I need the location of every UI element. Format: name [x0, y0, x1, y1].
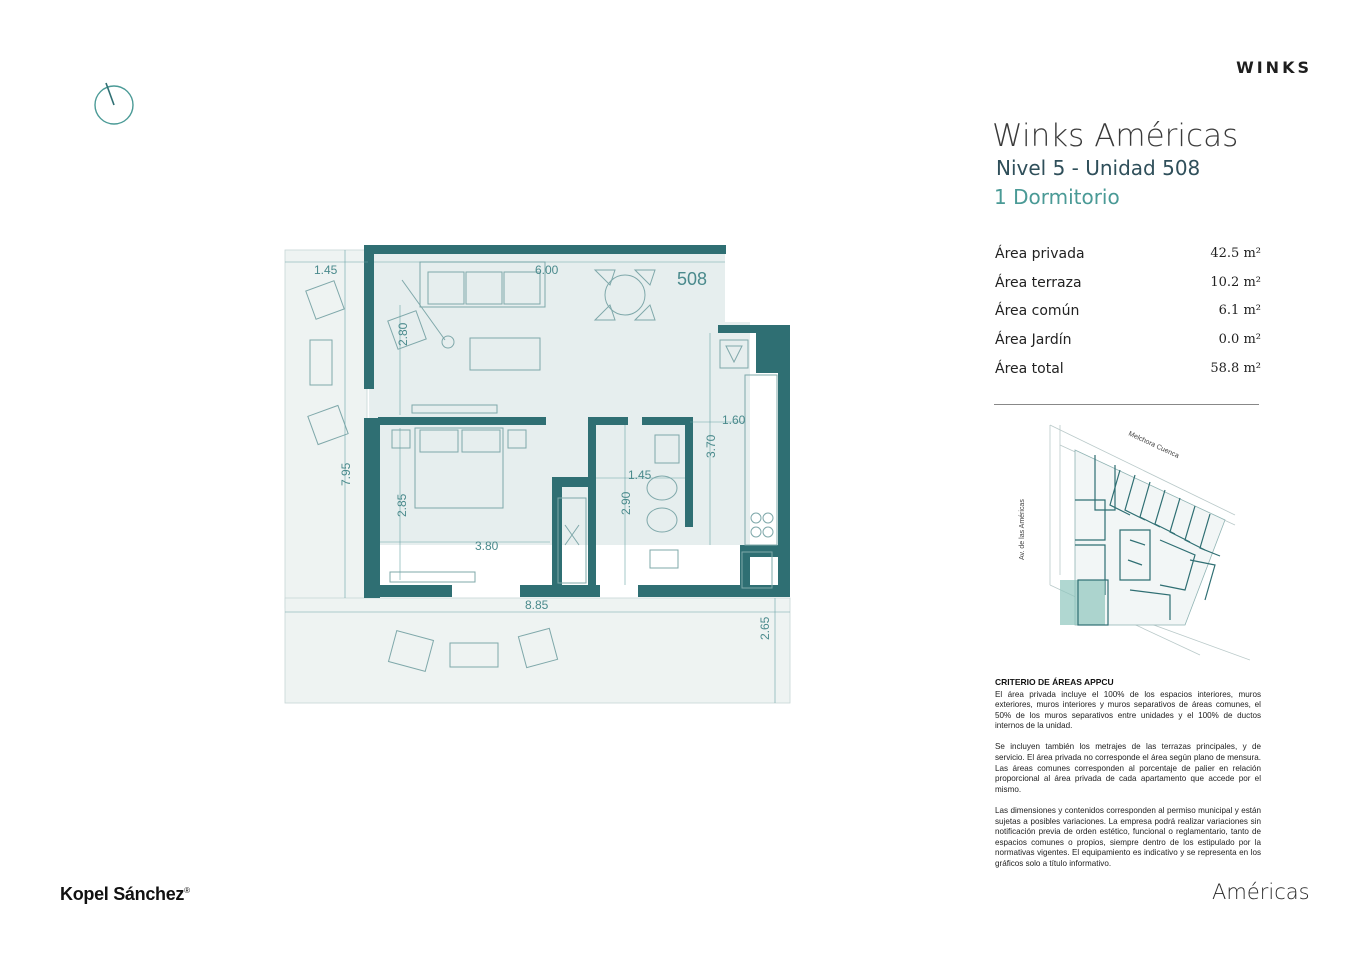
area-row [995, 303, 1261, 332]
dim-terrace-width: 1.45 [314, 263, 338, 277]
dim-bedroom-width: 3.80 [475, 539, 499, 553]
area-value: 10.2 m² [1210, 274, 1261, 290]
area-row [995, 246, 1261, 275]
unit-number: 508 [677, 269, 708, 289]
area-label: Área total [995, 360, 1064, 377]
area-row [995, 332, 1261, 361]
bedroom-count: 1 Dormitorio [994, 185, 1120, 209]
criteria-paragraph: Las dimensiones y contenidos corresponden al permiso municipal y están sujetas a posibles variaciones. La empresa podrá realizar variaciones sin notificación previa de orden estético, funcional o reglamentario, tanto de espacios comunes o propios, siempre dentro de los estipulado por la normativas vigentes. El equipamiento es indicativo y se representa en los gráficos solo a título informativo. [995, 805, 1261, 868]
dim-lower-terrace-height: 2.65 [758, 616, 772, 640]
criteria-paragraph: Se incluyen también los metrajes de las terrazas principales, y de servicio. El área privada no corresponde el área según plano de mensura. Las áreas comunes corresponden al porcentaje de palier en relación proporcional al área privada de cada apartamento que accede por el mismo. [995, 742, 1261, 794]
dim-living-width: 6.00 [535, 263, 559, 277]
level-unit-subtitle: Nivel 5 - Unidad 508 [996, 156, 1201, 180]
unit-highlight [1060, 580, 1105, 625]
area-value: 58.8 m² [1210, 360, 1261, 376]
dim-kitchen-height: 3.70 [704, 434, 718, 458]
terrace-left [285, 250, 367, 608]
area-value: 0.0 m² [1218, 331, 1261, 347]
terrace-bottom [285, 598, 790, 703]
section-divider [994, 404, 1259, 405]
dim-living-height: 2.80 [396, 322, 410, 346]
dim-kitchen-width: 1.60 [722, 413, 746, 427]
location-map [1010, 420, 1250, 665]
street-label-left: Av. de las Américas [1019, 499, 1026, 560]
brand-logo: WINKS [1236, 58, 1312, 77]
north-arrow-icon [90, 80, 138, 130]
area-label: Área terraza [995, 274, 1082, 291]
area-value: 42.5 m² [1210, 246, 1261, 261]
area-row [995, 275, 1261, 304]
dim-bathroom-width: 1.45 [628, 468, 652, 482]
area-label: Área privada [995, 246, 1085, 262]
area-row [995, 361, 1261, 390]
area-criteria [995, 677, 1261, 880]
area-value: 6.1 m² [1218, 303, 1261, 318]
developer-name: Kopel Sánchez [60, 884, 185, 904]
criteria-heading: CRITERIO DE ÁREAS APPCU [995, 677, 1114, 687]
area-label: Área común [995, 303, 1080, 319]
area-table [995, 246, 1261, 389]
area-label: Área Jardín [995, 331, 1072, 348]
criteria-paragraph: El área privada incluye el 100% de los espacios interiores, muros exteriores, muros interiores y muros separativos de áreas comunes, el 50% de los muros separativos entre unidades y el 100% de ductos internos de la unidad. [995, 689, 1261, 731]
developer-mark: ® [184, 886, 190, 895]
street-label-top: Melchora Cuenca [1127, 430, 1180, 461]
dim-total-height: 7.95 [339, 462, 353, 486]
dim-bathroom-height: 2.90 [619, 491, 633, 515]
dim-total-width: 8.85 [525, 598, 549, 612]
project-logo: Américas [1212, 880, 1310, 904]
developer-logo [60, 884, 190, 905]
project-title: Winks Américas [992, 118, 1239, 154]
floor-plan [280, 240, 800, 710]
dim-bedroom-height: 2.85 [395, 493, 409, 517]
